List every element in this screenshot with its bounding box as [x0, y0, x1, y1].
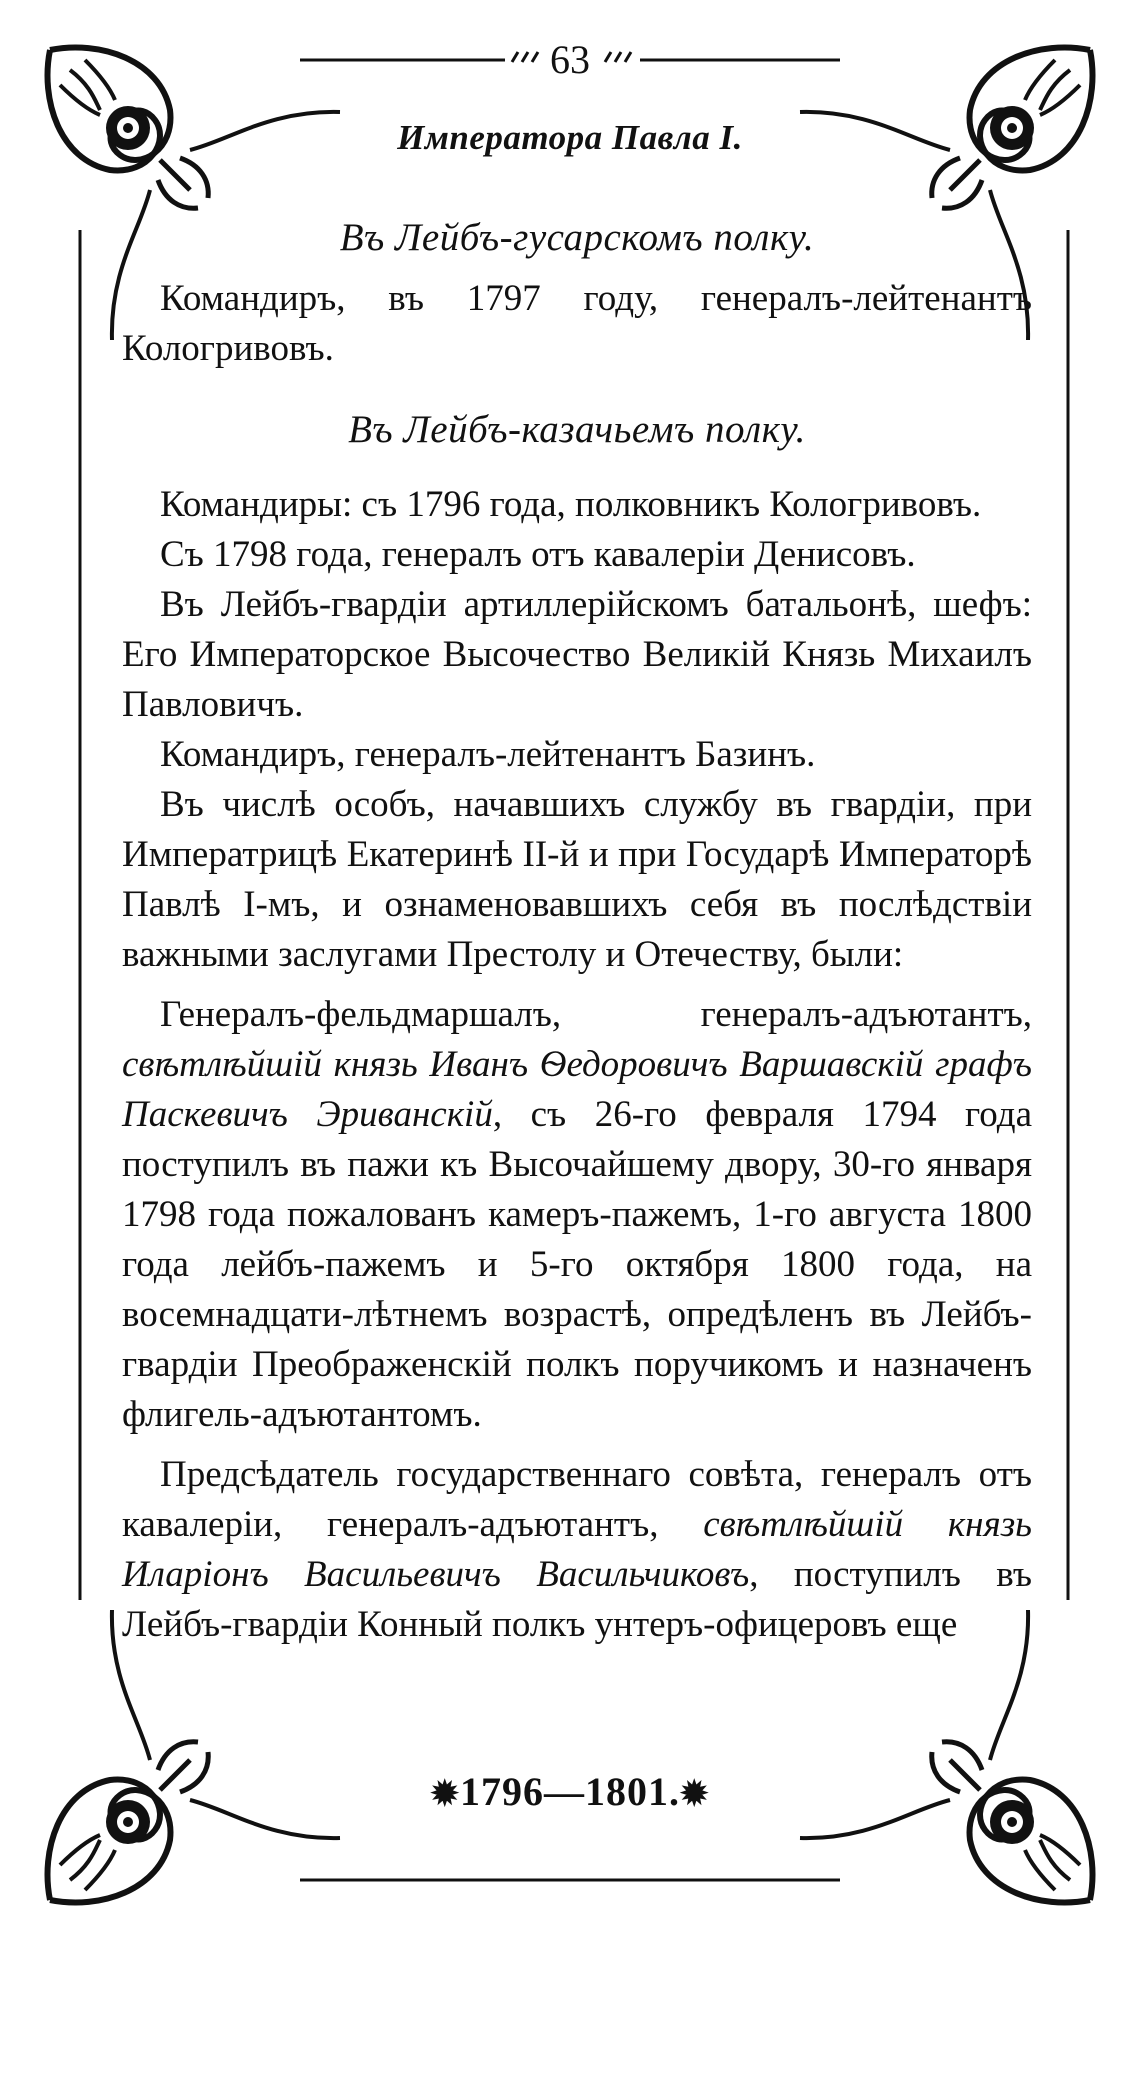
footer-years-text: 1796—1801. [460, 1769, 680, 1814]
paragraph-cossacks-denisov: Съ 1798 года, генералъ отъ кавалеріи Денисовъ. [160, 534, 916, 575]
paskevich-rank: Генералъ-фельдмаршалъ, генералъ-адъютантъ, [160, 994, 1032, 1035]
page-number: 63 [550, 37, 590, 82]
vasilchikov-name: свѣтлѣйшій князь Иларіонъ Васильевичъ Васильчиковъ [122, 1504, 1032, 1595]
section-heading-hussars: Въ Лейбъ-гусарскомъ полку. [339, 216, 815, 259]
paragraph-vasilchikov [122, 1450, 1032, 1650]
corner-ornament-bottom-left [48, 1610, 341, 1903]
section-heading-cossacks: Въ Лейбъ-казачьемъ полку. [348, 408, 806, 451]
paragraph-persons-intro: Въ числѣ особъ, начавшихъ службу въ гвардіи, при Императрицѣ Екатеринѣ II-й и при Государѣ Императорѣ Павлѣ I-мъ, и ознаменовавшихъ себя въ послѣдствіи важными заслугами Престолу и Отечеству, были: [122, 784, 1032, 975]
paragraph-cossacks-commanders: Командиры: съ 1796 года, полковникъ Кологривовъ. [160, 484, 982, 525]
asterisk-ornament-left: ✹ [430, 1776, 460, 1813]
paskevich-name: свѣтлѣйшій князь Иванъ Ѳедоровичъ Варшавскій графъ Паскевичъ Эриванскій [122, 1044, 1032, 1135]
footer-years [0, 1768, 1140, 1815]
vasilchikov-service: , поступилъ въ Лейбъ-гвардіи Конный полкъ унтеръ-офицеровъ еще [122, 1554, 1032, 1645]
paragraph-artillery-commander: Командиръ, генералъ-лейтенантъ Базинъ. [160, 734, 816, 775]
paragraph-paskevich [122, 990, 1032, 1440]
asterisk-ornament-right: ✹ [680, 1776, 710, 1813]
page-body [122, 212, 1032, 1650]
vasilchikov-rank: Предсѣдатель государственнаго совѣта, генералъ отъ кавалеріи, генералъ-адъютантъ, [122, 1454, 1032, 1545]
paragraph-hussars-commander: Командиръ, въ 1797 году, генералъ-лейтенантъ Кологривовъ. [122, 278, 1032, 369]
running-head: Императора Павла I. [397, 118, 743, 157]
paskevich-service: , съ 26-го февраля 1794 года поступилъ въ пажи къ Высочайшему двору, 30-го января 1798 года пожалованъ камеръ-пажемъ, 1-го августа 1800 года лейбъ-пажемъ и 5-го октября 1800 года, на восемнадцати-лѣтнемъ возрастѣ, опредѣленъ въ Лейбъ-гвардіи Преображенскій полкъ поручикомъ и назначенъ флигель-адъютантомъ. [122, 1094, 1032, 1435]
paragraph-artillery-battalion: Въ Лейбъ-гвардіи артиллерійскомъ батальонѣ, шефъ: Его Императорское Высочество Великій Князь Михаилъ Павловичъ. [122, 584, 1032, 725]
corner-ornament-bottom-right [800, 1610, 1093, 1903]
